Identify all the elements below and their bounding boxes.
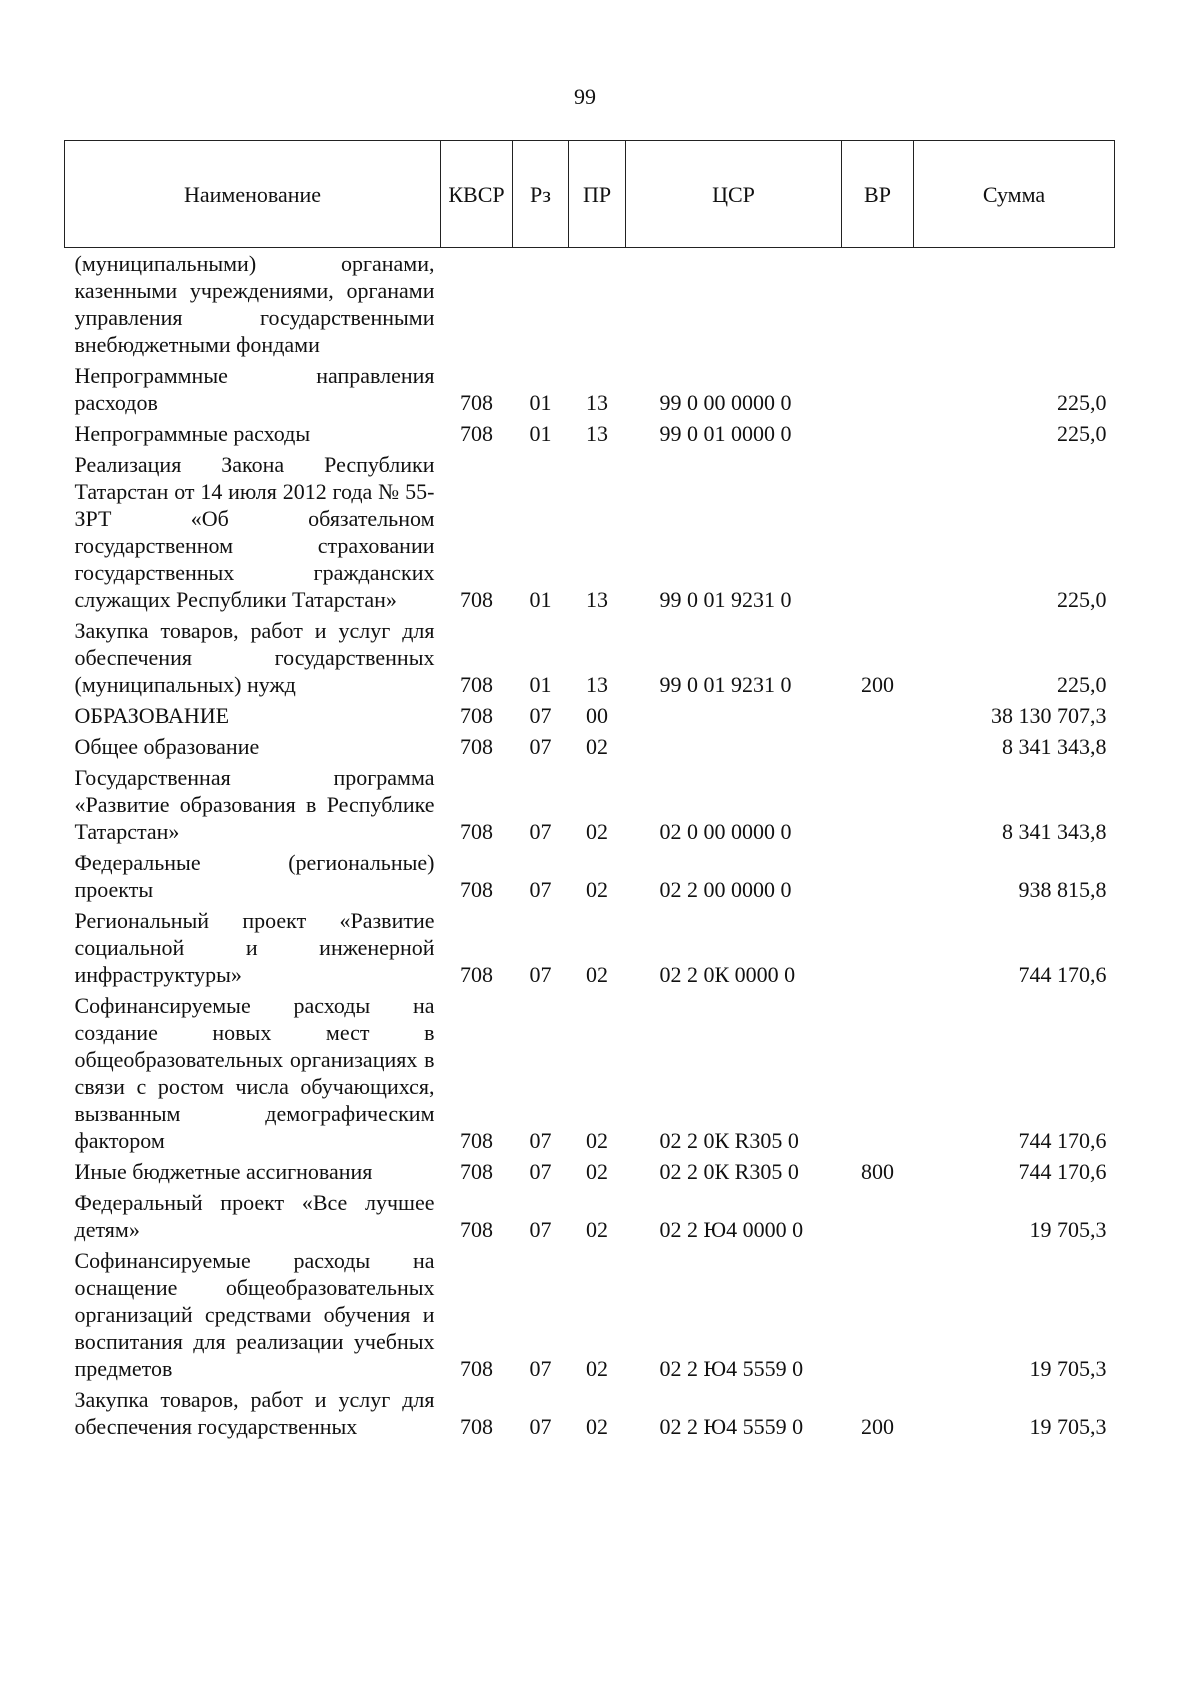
cell-vr [842,1187,914,1245]
cell-sum: 938 815,8 [1018,877,1107,902]
cell-pr: 02 [586,1356,608,1381]
cell-pr: 02 [586,962,608,987]
cell-pr: 00 [586,703,608,728]
cell-csr: 02 2 Ю4 0000 0 [659,1217,804,1242]
table-row [65,615,1115,700]
cell-sum: 8 341 343,8 [1002,819,1107,844]
page-number: 99 [574,84,596,109]
cell-sum: 225,0 [1057,421,1107,446]
cell-vr [842,248,914,361]
cell-csr: 02 2 0К R305 0 [659,1159,799,1184]
header-rz: Рз [513,141,569,248]
cell-sum: 19 705,3 [1029,1356,1107,1381]
cell-name: Закупка товаров, работ и услуг для обеспечения государственных [74,1387,435,1439]
cell-vr [842,449,914,615]
cell-pr: 13 [586,587,608,612]
header-csr: ЦСР [626,141,842,248]
cell-kvsr: 708 [460,1414,493,1439]
cell-kvsr: 708 [460,703,493,728]
cell-kvsr: 708 [460,390,493,415]
cell-kvsr: 708 [460,1356,493,1381]
cell-csr [626,731,842,762]
cell-name: Реализация Закона Республики Татарстан от 14 июля 2012 года № 55-ЗРТ «Об обязательном государственном страховании государственных гражданских служащих Республики Татарстан» [74,452,435,612]
cell-pr: 02 [586,1217,608,1242]
cell-csr [626,700,842,731]
table-row [65,847,1115,905]
table-row [65,360,1115,418]
cell-sum: 19 705,3 [1029,1217,1107,1242]
cell-kvsr: 708 [460,672,493,697]
table-body [65,248,1115,1443]
cell-pr: 02 [586,819,608,844]
cell-rz: 01 [529,672,552,697]
cell-rz: 07 [529,819,552,844]
cell-name: Государственная программа «Развитие образования в Республике Татарстан» [74,765,435,844]
cell-name: (муниципальными) органами, казенными учреждениями, органами управления государственными внебюджетными фондами [74,251,435,357]
budget-table [64,140,1115,1442]
cell-rz: 01 [529,421,552,446]
cell-kvsr: 708 [460,877,493,902]
cell-name: ОБРАЗОВАНИЕ [74,703,230,728]
cell-name: Софинансируемые расходы на оснащение общеобразовательных организаций средствами обучения и воспитания для реализации учебных предметов [74,1248,435,1381]
cell-rz [513,248,569,361]
cell-pr [569,248,626,361]
cell-vr: 200 [861,1414,894,1439]
cell-rz: 07 [529,962,552,987]
table-row [65,1156,1115,1187]
cell-vr [842,700,914,731]
table-row [65,449,1115,615]
cell-name: Федеральный проект «Все лучшее детям» [74,1190,435,1242]
cell-sum: 744 170,6 [1018,962,1107,987]
header-pr: ПР [569,141,626,248]
cell-rz: 07 [529,1128,552,1153]
cell-csr: 02 0 00 0000 0 [659,819,792,844]
cell-name: Общее образование [74,734,260,759]
cell-name: Непрограммные расходы [74,421,311,446]
cell-name: Федеральные (региональные) проекты [74,850,435,902]
cell-kvsr [441,248,513,361]
cell-csr: 99 0 01 0000 0 [659,421,792,446]
cell-sum: 744 170,6 [1018,1159,1107,1184]
cell-csr: 02 2 0К R305 0 [659,1128,799,1153]
cell-pr: 02 [586,1159,608,1184]
table-header [65,141,1115,248]
cell-vr [842,731,914,762]
cell-pr: 02 [586,734,608,759]
cell-rz: 07 [529,877,552,902]
cell-pr: 02 [586,877,608,902]
cell-pr: 13 [586,421,608,446]
table-row [65,905,1115,990]
table-row [65,1384,1115,1442]
cell-csr: 02 2 0К 0000 0 [659,962,796,987]
cell-rz: 07 [529,1217,552,1242]
cell-rz: 07 [529,1414,552,1439]
cell-csr: 99 0 01 9231 0 [659,587,792,612]
table-row [65,762,1115,847]
cell-sum [914,248,1115,361]
budget-table-container [64,140,1114,1442]
cell-sum: 225,0 [1057,587,1107,612]
cell-vr [842,762,914,847]
cell-csr: 99 0 00 0000 0 [659,390,792,415]
cell-rz: 07 [529,734,552,759]
cell-vr [842,360,914,418]
header-vr: ВР [842,141,914,248]
cell-kvsr: 708 [460,1217,493,1242]
cell-name: Закупка товаров, работ и услуг для обеспечения государственных (муниципальных) нужд [74,618,435,697]
cell-csr: 99 0 01 9231 0 [659,672,792,697]
cell-rz: 07 [529,1356,552,1381]
table-row [65,731,1115,762]
cell-pr: 02 [586,1128,608,1153]
cell-sum: 19 705,3 [1029,1414,1107,1439]
cell-sum: 38 130 707,3 [991,703,1107,728]
cell-name: Региональный проект «Развитие социальной и инженерной инфраструктуры» [74,908,435,987]
table-row [65,990,1115,1156]
cell-vr [842,990,914,1156]
cell-vr: 200 [861,672,894,697]
cell-kvsr: 708 [460,421,493,446]
cell-kvsr: 708 [460,819,493,844]
cell-kvsr: 708 [460,962,493,987]
cell-rz: 07 [529,1159,552,1184]
cell-kvsr: 708 [460,1128,493,1153]
cell-name: Софинансируемые расходы на создание новых мест в общеобразовательных организациях в связи с ростом числа обучающихся, вызванным демографическим фактором [74,993,435,1153]
cell-kvsr: 708 [460,587,493,612]
cell-pr: 13 [586,390,608,415]
cell-pr: 02 [586,1414,608,1439]
cell-vr [842,418,914,449]
cell-rz: 01 [529,390,552,415]
cell-name: Иные бюджетные ассигнования [74,1159,373,1184]
cell-vr [842,1245,914,1384]
cell-sum: 225,0 [1057,390,1107,415]
table-row [65,418,1115,449]
cell-csr: 02 2 Ю4 5559 0 [659,1356,804,1381]
cell-kvsr: 708 [460,734,493,759]
table-row [65,700,1115,731]
cell-pr: 13 [586,672,608,697]
header-name: Наименование [65,141,441,248]
cell-vr [842,905,914,990]
table-row [65,1245,1115,1384]
cell-kvsr: 708 [460,1159,493,1184]
cell-name: Непрограммные направления расходов [74,363,435,415]
table-row [65,1187,1115,1245]
cell-sum: 225,0 [1057,672,1107,697]
header-kvsr: КВСР [441,141,513,248]
cell-rz: 01 [529,587,552,612]
cell-vr: 800 [861,1159,894,1184]
cell-csr: 02 2 00 0000 0 [659,877,792,902]
cell-csr [626,248,842,361]
header-sum: Сумма [914,141,1115,248]
cell-vr [842,847,914,905]
table-row [65,248,1115,361]
cell-csr: 02 2 Ю4 5559 0 [659,1414,804,1439]
cell-rz: 07 [529,703,552,728]
cell-sum: 744 170,6 [1018,1128,1107,1153]
cell-sum: 8 341 343,8 [1002,734,1107,759]
